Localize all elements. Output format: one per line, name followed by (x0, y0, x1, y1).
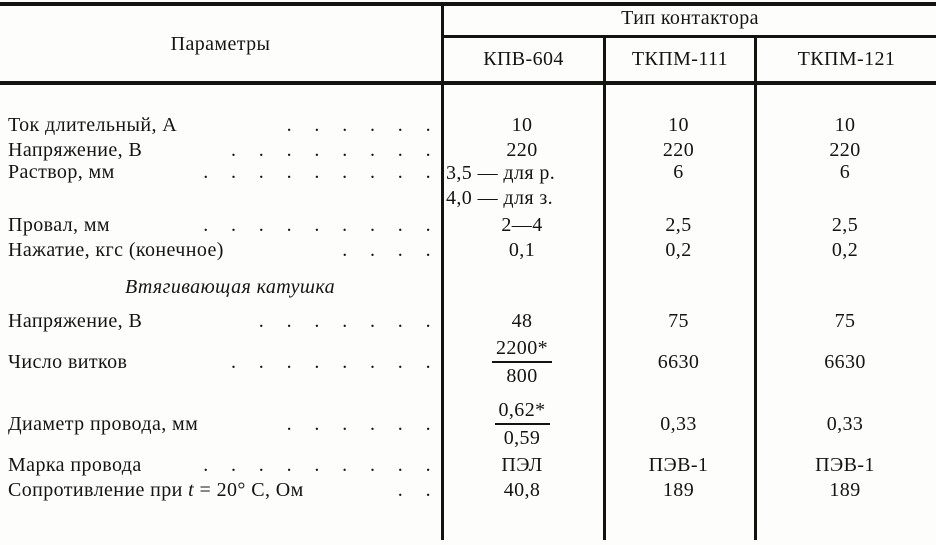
row-label-text: Напряжение, В (8, 309, 143, 332)
row-label (0, 454, 441, 477)
table-row-current (0, 112, 936, 138)
row-label-text: Провал, мм (8, 213, 110, 236)
cell-tkpm121: ПЭВ-1 (815, 453, 875, 476)
cell-kpv604 (441, 398, 603, 450)
header-parameters: Параметры (170, 33, 271, 55)
section-heading-coil: Втягивающая катушка (124, 276, 336, 298)
dot-leader: . . . . . . . . . (203, 453, 431, 476)
cell-tkpm121: 6630 (824, 350, 866, 373)
cell-tkpm121: 2,5 (831, 213, 859, 236)
cell-tkpm121: 0,33 (826, 412, 864, 435)
table-top-border (0, 2, 936, 6)
label-italic-t: t (188, 478, 195, 501)
table-row-turns (0, 333, 936, 391)
dot-leader: . . . . . . (286, 412, 431, 435)
fraction-value (492, 336, 552, 388)
row-label (0, 239, 441, 262)
row-label-text: Число витков (8, 350, 128, 373)
group-header-divider (443, 35, 936, 38)
cell-kpv604: 10 (511, 113, 533, 136)
dot-leader: . . . . (342, 238, 431, 261)
cell-tkpm111: 6 (673, 161, 684, 183)
cell-kpv604 (441, 161, 603, 211)
header-contactor-type: Тип контактора (621, 7, 759, 29)
cell-tkpm111: 75 (668, 309, 689, 332)
table-row-wire-diameter (0, 396, 936, 452)
cell-kpv604: ПЭЛ (501, 453, 543, 476)
row-label-text: Марка провода (8, 453, 142, 476)
row-label-text: Ток длительный, А (8, 113, 178, 136)
header-col-tkpm111: ТКПМ-111 (631, 48, 729, 70)
dot-leader: . . . . . . . . (231, 138, 431, 161)
dot-leader: . . . . . . (286, 113, 431, 136)
fraction-numerator: 2200* (492, 336, 552, 363)
cell-line-2: 4,0 — для з. (446, 187, 554, 209)
cell-kpv604: 48 (511, 309, 533, 332)
label-pre: Сопротивление при (8, 478, 189, 501)
dot-leader: . . . . . . . (258, 309, 431, 332)
row-label-text: Диаметр провода, мм (8, 412, 199, 435)
cell-tkpm121: 10 (834, 113, 856, 136)
fraction-value (495, 398, 550, 450)
row-label (0, 114, 441, 137)
cell-line-1: 3,5 — для р. (446, 162, 556, 184)
row-label-text: Раствор, мм (8, 161, 115, 183)
row-label (0, 214, 441, 237)
fraction-denominator: 0,59 (503, 427, 541, 449)
table-row-overtravel (0, 212, 936, 238)
header-col-tkpm121: ТКПМ-121 (797, 48, 896, 70)
row-label-text (8, 479, 304, 502)
cell-kpv604: 0,1 (508, 238, 536, 261)
row-label-text: Напряжение, В (8, 138, 143, 161)
cell-kpv604 (441, 336, 603, 388)
cell-tkpm121: 75 (834, 309, 856, 332)
dot-leader: . . . . . . . . . (203, 161, 431, 183)
cell-tkpm121: 6 (839, 161, 851, 183)
table-row-wire-grade (0, 452, 936, 478)
cell-tkpm111: ПЭВ-1 (648, 453, 709, 476)
row-label-text: Нажатие, кгс (конечное) (8, 238, 224, 261)
dot-leader: . . . . . . . . (231, 350, 431, 373)
row-label (0, 161, 441, 184)
cell-tkpm111: 0,33 (660, 412, 697, 435)
row-label (0, 310, 441, 333)
row-label (0, 139, 441, 162)
table-row-resistance (0, 477, 936, 503)
fraction-denominator: 800 (506, 365, 538, 387)
cell-kpv604: 220 (506, 138, 538, 161)
table-row-gap (0, 161, 936, 213)
header-bottom-border (0, 81, 936, 85)
dot-leader: . . (397, 478, 431, 501)
cell-tkpm111: 220 (662, 138, 695, 161)
table-row-voltage (0, 137, 936, 163)
cell-tkpm111: 10 (668, 113, 689, 136)
cell-tkpm121: 0,2 (831, 238, 859, 261)
table-row-pressure (0, 237, 936, 263)
row-label (0, 413, 441, 436)
row-label (0, 351, 441, 374)
cell-tkpm121: 220 (829, 138, 861, 161)
cell-kpv604: 2—4 (501, 213, 543, 236)
cell-tkpm121: 189 (829, 478, 861, 501)
header-col-kpv604: КПВ-604 (483, 48, 564, 70)
label-post: = 20° С, Ом (194, 478, 304, 501)
cell-tkpm111: 189 (662, 478, 695, 501)
table-row-coil-voltage (0, 307, 936, 335)
cell-tkpm111: 2,5 (665, 213, 692, 236)
row-label (0, 479, 441, 502)
fraction-numerator: 0,62* (495, 398, 550, 425)
cell-kpv604: 40,8 (503, 478, 541, 501)
cell-tkpm111: 0,2 (665, 238, 692, 261)
dot-leader: . . . . . . . . . (203, 213, 431, 236)
cell-tkpm111: 6630 (657, 350, 700, 373)
